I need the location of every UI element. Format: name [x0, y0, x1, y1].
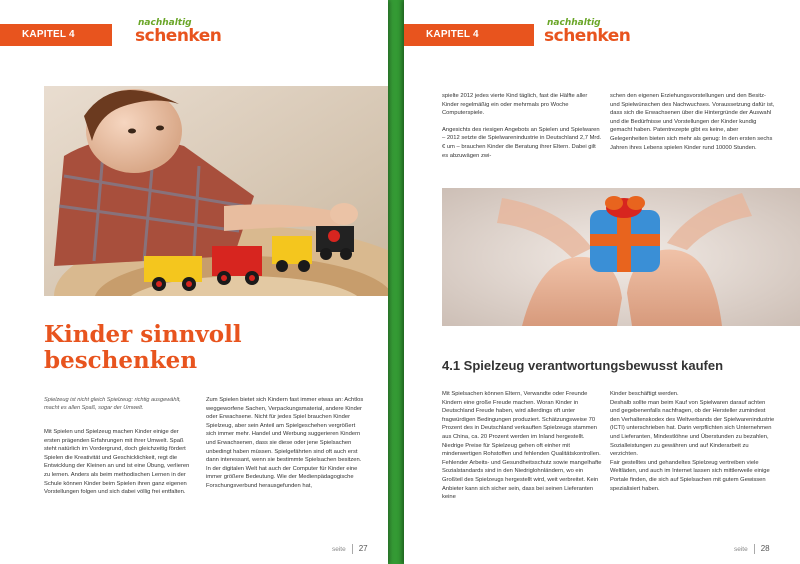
nachhaltig-schenken-logo	[135, 18, 222, 48]
logo-bottom-text: schenken	[135, 26, 222, 46]
body-column-1: Mit Spielen und Spielzeug machen Kinder einige der ersten prägenden Erfahrungen mit ihrer Umwelt. Spaß steht natürlich im Vordergrund, doch gleichzeitig fördert Spielen die Kreativität und Geschicklichkeit, regt die Entwicklung der Kleinen an und ist eine Übung, verlieren zu lernen. Anders als beim methodischen Lernen in der Schule können Kinder beim Spielen ihren ganz eigenen Vorstellungen folgen und sich dabei völlig frei entfalten.	[44, 429, 190, 496]
page-footer	[332, 544, 368, 554]
paragraph: Kinder beschäftigt werden.	[610, 391, 679, 397]
paragraph: spielte 2012 jedes vierte Kind täglich, fast die Hälfte aller Kinder regelmäßig ein oder mehrmals pro Woche Computerspiele.	[442, 93, 588, 117]
intro-tagline: Spielzeug ist nicht gleich Spielzeug: richtig ausgewählt, macht es allen Spaß, sogar der Umwelt.	[44, 397, 181, 411]
body-column-1	[442, 92, 602, 168]
body-column-3: Mit Spielsachen können Eltern, Verwandte oder Freunde Kindern eine große Freude machen. Woran Kinder in Deutschland Freude haben, wird allerdings oft unter fragwürdigen Bedingungen produziert. Schätzungsweise 70 Prozent des in Deutschland verkauften Spielzeugs stammen aus China, ca. 20 Prozent werden im Inland hergestellt. Niedrige Preise für Spielzeug gehen oft einher mit minderwertigen Rohstoffen und fehlenden Qualitätskontrollen. Fehlender Arbeits- und Gesundheitsschutz sowie mangelhafte Sozialstandards sind in den Niedriglohnländern, wo ein Großteil des Spielzeugs hergestellt wird, weit verbreitet. Kein Anbieter kann sich sicher sein, dass bei seinen Lieferanten keine	[442, 391, 602, 501]
paragraph: Deshalb sollte man beim Kauf von Spielwaren darauf achten und gegebenenfalls nachfragen, ob der Hersteller zumindest den Verhaltenskodex des Weltverbands der Spielwarenindustrie (ICTI) unterschrieben hat. Darin verpflichten sich Unternehmen und Lieferanten, Mindestlöhne und Überstunden zu bezahlen, Sozialleistungen zu gewähren und auf Kinderarbeit zu verzichten.	[610, 399, 775, 458]
hands-holding-gift-photo	[442, 188, 800, 326]
child-toy-train-photo	[44, 86, 388, 296]
right-page	[404, 0, 800, 564]
section-heading: 4.1 Spielzeug verantwortungsbewusst kaufen	[442, 358, 724, 373]
body-column-4	[610, 390, 775, 493]
logo-top-text: nachhaltig	[138, 18, 192, 28]
logo-top-text: nachhaltig	[547, 18, 601, 28]
paragraph: Fair gestelltes und gehandeltes Spielzeug vertreiben viele Weltläden, und auch im Internet lassen sich mittlerweile einige Portale finden, die sich auf Spielsachen mit gutem Gewissen spezialisiert haben.	[610, 459, 770, 492]
page-number: 27	[358, 544, 368, 553]
page-footer	[734, 544, 770, 554]
headline-line-1: Kinder sinnvoll	[44, 321, 242, 348]
nachhaltig-schenken-logo	[544, 18, 631, 48]
footer-label: seite	[734, 546, 748, 553]
page-number: 28	[760, 544, 770, 553]
logo-bottom-text: schenken	[544, 26, 631, 46]
chapter-tab: KAPITEL 4	[0, 24, 112, 46]
headline-line-2: beschenken	[44, 347, 198, 374]
footer-label: seite	[332, 546, 346, 553]
left-page	[0, 0, 388, 564]
footer-divider	[754, 544, 755, 554]
body-column-2: Zum Spielen bietet sich Kindern fast immer etwas an: Achtlos weggeworfene Sachen, Verpackungsmaterial, andere Kinder oder Erwachsene. Nicht für jedes Spiel brauchen Kinder Spielzeug, aber sein Anteil am Spielgeschehen vergrößert sich immer mehr. Handel und Werbung suggerieren Kindern und Erwachsenen, dass sie diese oder jene Spielsachen unbedingt haben müssen. Spielgefährten sind oft auch erst dann interessant, wenn sie bestimmte Spielsachen besitzen. In der digitalen Welt hat auch der Computer für Kinder eine immer größere Bedeutung. Wie der Medienpädagogische Forschungsverbund herausgefunden hat,	[206, 397, 364, 489]
footer-divider	[352, 544, 353, 554]
headline	[44, 322, 344, 374]
body-column-2: schen den eigenen Erziehungsvorstellungen und den Besitz- und Spielwünschen des Nachwuchses. Voraussetzung dafür ist, dass sich die Erwachsenen über die Hintergründe der Auswahl und die Bedürfnisse und Vorstellungen der Kinder kundig gemacht haben. Patentrezepte gibt es keine, aber Gelegenheiten bieten sich mehr als genug: In den ersten sechs Jahren ihres Lebens spielen Kinder rund 10000 Stunden.	[610, 93, 775, 151]
chapter-tab: KAPITEL 4	[404, 24, 534, 46]
paragraph: Angesichts des riesigen Angebots an Spielen und Spielwaren – 2012 setzte die Spielwarenindustrie in Deutschland 2,7 Mrd. € um – brauchen Kinder die Beratung ihrer Eltern. Dabei gilt es abzuwägen zwi-	[442, 126, 602, 159]
